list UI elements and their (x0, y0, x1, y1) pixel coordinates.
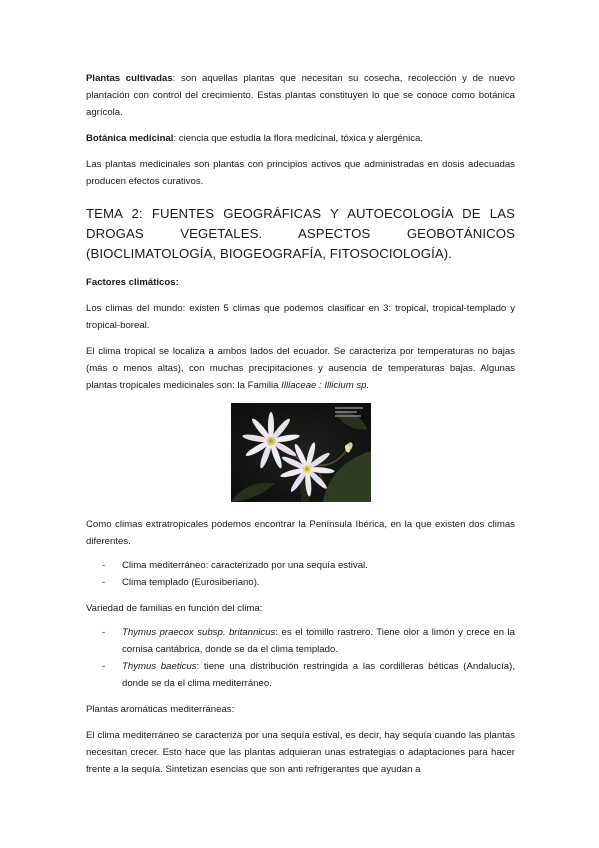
dash-bullet: - (102, 577, 106, 588)
list-item-thymus-baeticus (86, 658, 515, 692)
list-item-text: Clima templado (Eurosiberiano). (122, 577, 260, 588)
definition-plantas-cultivadas: : son aquellas plantas que necesitan su cosecha, recolección y de nuevo plantación con control del crecimiento. Estas plantas constituyen lo que se conoce como botánica agrícola. (86, 73, 515, 118)
list-climas (86, 557, 515, 591)
paragraph-climas-extratropicales: Como climas extratropicales podemos encontrar la Península Ibérica, en la que existen dos climas diferentes. (86, 519, 515, 547)
section-heading-tema-2: TEMA 2: FUENTES GEOGRÁFICAS Y AUTOECOLOGÍA DE LAS DROGAS VEGETALES. ASPECTOS GEOBOTÁNICOS (BIOCLIMATOLOGÍA, BIOGEOGRAFÍA, FITOSOCIOLOGÍA). (86, 206, 515, 261)
paragraph-clima-tropical (86, 343, 515, 394)
document-body (86, 70, 515, 787)
clima-tropical-family: Illiaceae : Illicium sp. (281, 380, 370, 391)
list-item-thymus-praecox (86, 624, 515, 658)
definition-botanica-medicinal: : ciencia que estudia la flora medicinal, tóxica y alergénica. (173, 133, 424, 144)
list-item-clima-mediterraneo (86, 557, 515, 574)
dash-bullet: - (102, 627, 106, 638)
list-item-clima-templado (86, 574, 515, 591)
species-name: Thymus praecox subsp. britannicus (122, 627, 276, 638)
clima-tropical-text: El clima tropical se localiza a ambos lados del ecuador. Se caracteriza por temperaturas no bajas (más o menos altas), con muchas precipitaciones y ausencia de temperaturas bajas. Algunas plantas tropicales medicinales son: la Familia (86, 346, 515, 391)
paragraph-climas-del-mundo: Los climas del mundo: existen 5 climas que podemos clasificar en 3: tropical, tropical-templado y tropical-boreal. (86, 303, 515, 331)
paragraph-botanica-medicinal (86, 130, 515, 147)
dash-bullet: - (102, 661, 106, 672)
term-botanica-medicinal: Botánica medicinal (86, 133, 174, 144)
paragraph-variedad-familias: Variedad de familias en función del clima: (86, 603, 263, 614)
dash-bullet: - (102, 560, 106, 571)
species-description: : es el tomillo rastrero. Tiene olor a limón y crece en la cornisa cantábrica, donde se da el clima templado. (122, 627, 515, 655)
species-description: : tiene una distribución restringida a las cordilleras béticas (Andalucía), donde se da el clima mediterráneo. (122, 661, 515, 689)
paragraph-plantas-cultivadas (86, 70, 515, 121)
species-name: Thymus baeticus (122, 661, 197, 672)
term-plantas-cultivadas: Plantas cultivadas (86, 73, 173, 84)
paragraph-clima-mediterraneo: El clima mediterráneo se caracteriza por una sequía estival, es decir, hay sequía cuando las plantas necesitan crecer. Esto hace que las plantas adquieran unas estrategias o adaptaciones para hacer frente a la sequía. Sintetizan esencias que son anti refrigerantes que ayudan a (86, 730, 515, 775)
subheading-factores-climaticos: Factores climáticos: (86, 277, 179, 288)
paragraph-plantas-medicinales: Las plantas medicinales son plantas con principios activos que administradas en dosis adecuadas producen efectos curativos. (86, 159, 515, 187)
list-familias (86, 624, 515, 692)
paragraph-plantas-aromaticas: Plantas aromáticas mediterráneas: (86, 704, 235, 715)
list-item-text: Clima mediterráneo: caracterizado por una sequía estival. (122, 560, 368, 571)
star-anise-flower-photo (231, 403, 371, 502)
